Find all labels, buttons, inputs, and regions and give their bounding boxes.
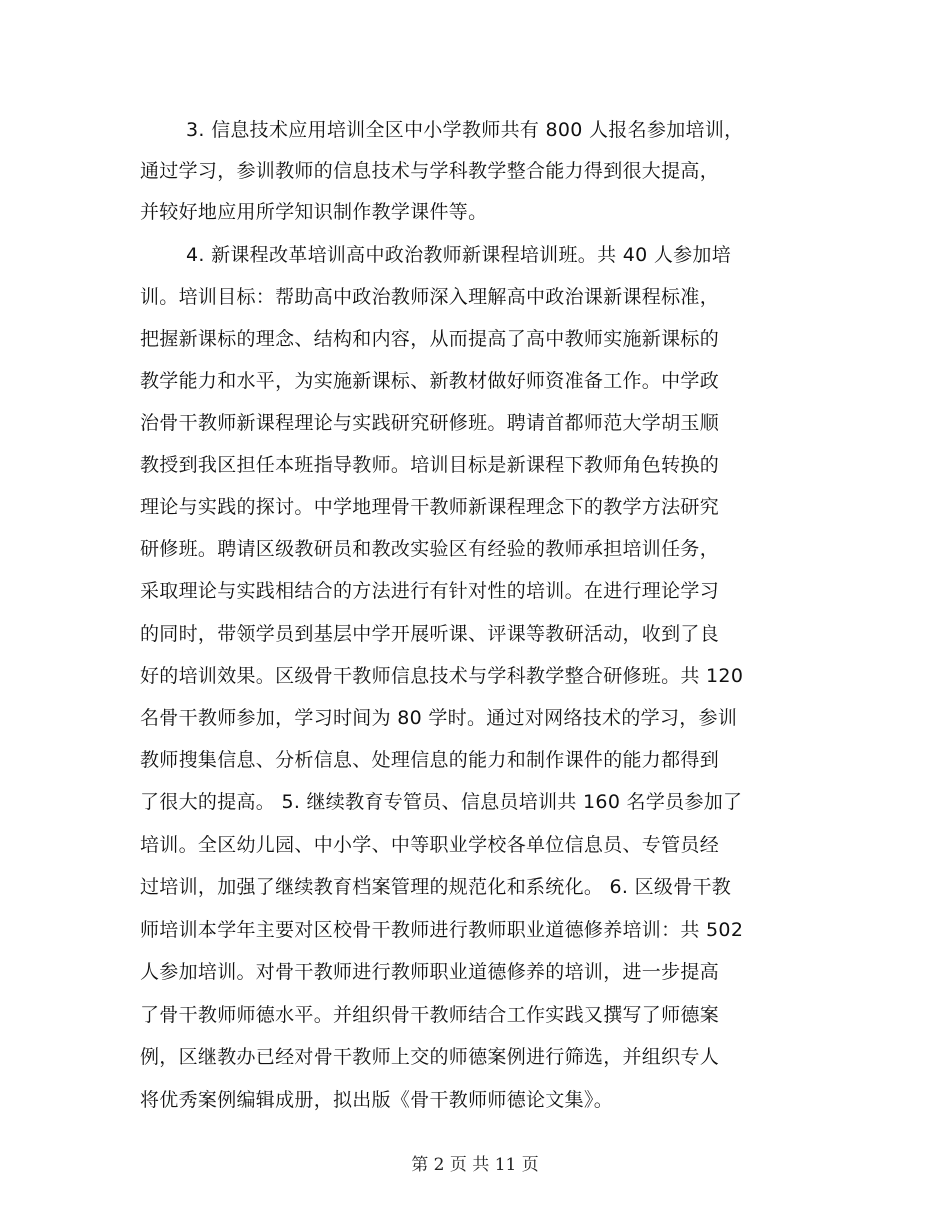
text-line: 教授到我区担任本班指导教师。培训目标是新课程下教师角色转换的 xyxy=(140,454,720,476)
text-line: 了很大的提高。 5. 继续教育专管员、信息员培训共 160 名学员参加了 xyxy=(140,791,743,813)
text-line: 名骨干教师参加，学习时间为 80 学时。通过对网络技术的学习，参训 xyxy=(140,707,738,729)
text-line: 治骨干教师新课程理论与实践研究研修班。聘请首都师范大学胡玉顺 xyxy=(140,412,720,434)
text-line: 人参加培训。对骨干教师进行教师职业道德修养的培训，进一步提高 xyxy=(140,961,720,983)
text-line: 例，区继教办已经对骨干教师上交的师德案例进行筛选，并组织专人 xyxy=(140,1046,720,1068)
text-line: 采取理论与实践相结合的方法进行有针对性的培训。在进行理论学习 xyxy=(140,580,720,602)
text-line: 教学能力和水平，为实施新课标、新教材做好师资准备工作。中学政 xyxy=(140,370,720,392)
text-line: 研修班。聘请区级教研员和教改实验区有经验的教师承担培训任务， xyxy=(140,538,720,560)
text-line: 3. 信息技术应用培训全区中小学教师共有 800 人报名参加培训， xyxy=(186,119,744,141)
text-line: 教师搜集信息、分析信息、处理信息的能力和制作课件的能力都得到 xyxy=(140,749,720,771)
text-line: 培训。全区幼儿园、中小学、中等职业学校各单位信息员、专管员经 xyxy=(140,834,720,856)
text-line: 将优秀案例编辑成册，拟出版《骨干教师师德论文集》。 xyxy=(140,1089,614,1111)
text-line: 师培训本学年主要对区校骨干教师进行教师职业道德修养培训：共 502 xyxy=(140,919,744,941)
text-line: 理论与实践的探讨。中学地理骨干教师新课程理念下的教学方法研究 xyxy=(140,496,720,518)
text-line: 了骨干教师师德水平。并组织骨干教师结合工作实践又撰写了师德案 xyxy=(140,1004,720,1026)
text-line: 并较好地应用所学知识制作教学课件等。 xyxy=(140,201,488,223)
text-line: 把握新课标的理念、结构和内容，从而提高了高中教师实施新课标的 xyxy=(140,328,720,350)
text-line: 的同时，带领学员到基层中学开展听课、评课等教研活动，收到了良 xyxy=(140,623,720,645)
text-line: 好的培训效果。区级骨干教师信息技术与学科教学整合研修班。共 120 xyxy=(140,665,744,687)
text-line: 4. 新课程改革培训高中政治教师新课程培训班。共 40 人参加培 xyxy=(186,244,732,266)
text-line: 过培训，加强了继续教育档案管理的规范化和系统化。 6. 区级骨干教 xyxy=(140,876,732,898)
text-line: 训。培训目标：帮助高中政治教师深入理解高中政治课新课程标准， xyxy=(140,286,720,308)
text-line: 通过学习，参训教师的信息技术与学科教学整合能力得到很大提高， xyxy=(140,160,720,182)
page-footer: 第 2 页 共 11 页 xyxy=(411,1155,539,1175)
